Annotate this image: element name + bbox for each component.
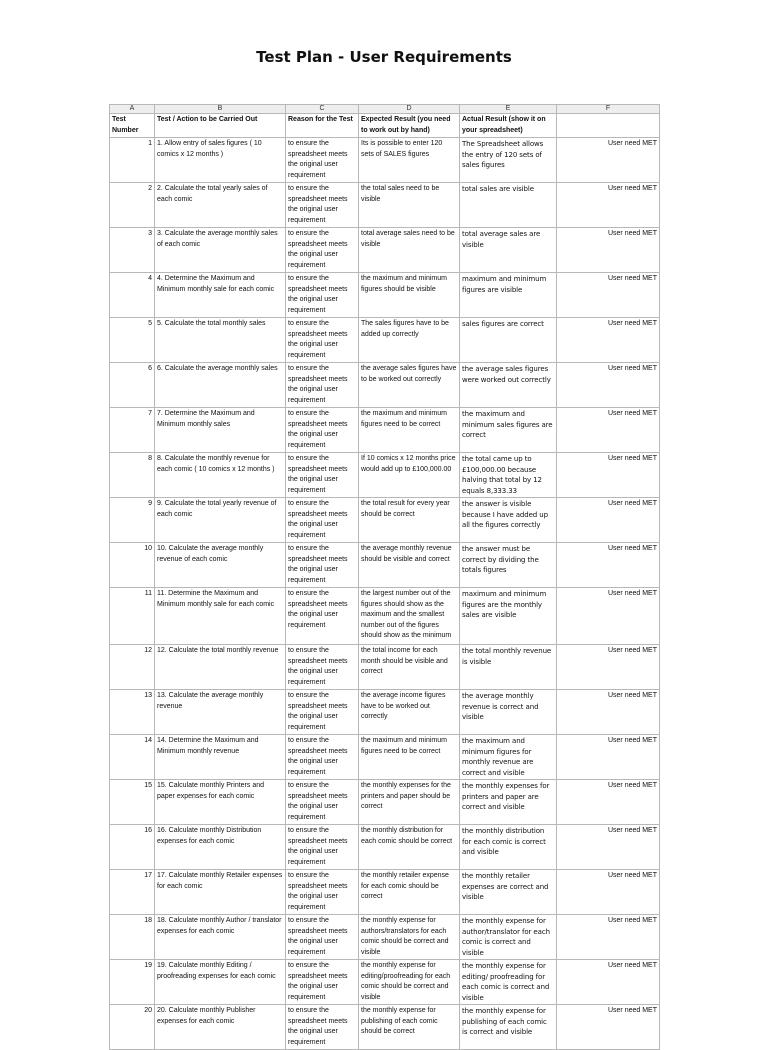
- test-number-cell: 17: [110, 870, 155, 915]
- header-actual: Actual Result (show it on your spreadsheet): [460, 114, 557, 138]
- status-cell: User need MET: [557, 408, 660, 453]
- actual-result-cell: the total came up to £100,000.00 because halving that total by 12 equals 8,333.33: [460, 453, 557, 498]
- status-cell: User need MET: [557, 318, 660, 363]
- table-row: [110, 870, 660, 915]
- actual-result-cell: the monthly retailer expenses are correct and visible: [460, 870, 557, 915]
- actual-result-cell: the total monthly revenue is visible: [460, 645, 557, 690]
- actual-result-cell: maximum and minimum figures are visible: [460, 273, 557, 318]
- table-row: [110, 498, 660, 543]
- test-number-cell: 8: [110, 453, 155, 498]
- column-letter: C: [286, 105, 359, 114]
- reason-cell: to ensure the spreadsheet meets the original user requirement: [286, 408, 359, 453]
- status-cell: User need MET: [557, 960, 660, 1005]
- header-expected: Expected Result (you need to work out by hand): [359, 114, 460, 138]
- reason-cell: to ensure the spreadsheet meets the original user requirement: [286, 780, 359, 825]
- reason-cell: to ensure the spreadsheet meets the original user requirement: [286, 228, 359, 273]
- status-cell: User need MET: [557, 825, 660, 870]
- table-row: [110, 690, 660, 735]
- table-row: [110, 825, 660, 870]
- table-row: [110, 915, 660, 960]
- test-number-cell: 15: [110, 780, 155, 825]
- expected-result-cell: the average sales figures have to be worked out correctly: [359, 363, 460, 408]
- action-cell: 14. Determine the Maximum and Minimum monthly revenue: [155, 735, 286, 780]
- reason-cell: to ensure the spreadsheet meets the original user requirement: [286, 1005, 359, 1050]
- test-number-cell: 7: [110, 408, 155, 453]
- action-cell: 15. Calculate monthly Printers and paper expenses for each comic: [155, 780, 286, 825]
- action-cell: 12. Calculate the total monthly revenue: [155, 645, 286, 690]
- table-row: [110, 318, 660, 363]
- action-cell: 7. Determine the Maximum and Minimum monthly sales: [155, 408, 286, 453]
- actual-result-cell: the monthly expense for editing/ proofreading for each comic is correct and visible: [460, 960, 557, 1005]
- action-cell: 9. Calculate the total yearly revenue of each comic: [155, 498, 286, 543]
- actual-result-cell: total sales are visible: [460, 183, 557, 228]
- reason-cell: to ensure the spreadsheet meets the original user requirement: [286, 138, 359, 183]
- test-number-cell: 19: [110, 960, 155, 1005]
- column-letter: F: [557, 105, 660, 114]
- action-cell: 13. Calculate the average monthly revenue: [155, 690, 286, 735]
- status-cell: User need MET: [557, 498, 660, 543]
- expected-result-cell: the monthly expense for authors/translators for each comic should be correct and visible: [359, 915, 460, 960]
- expected-result-cell: the monthly expense for editing/proofreading for each comic should be correct and visible: [359, 960, 460, 1005]
- reason-cell: to ensure the spreadsheet meets the original user requirement: [286, 363, 359, 408]
- status-cell: User need MET: [557, 645, 660, 690]
- reason-cell: to ensure the spreadsheet meets the original user requirement: [286, 690, 359, 735]
- column-letter: A: [110, 105, 155, 114]
- test-number-cell: 6: [110, 363, 155, 408]
- reason-cell: to ensure the spreadsheet meets the original user requirement: [286, 870, 359, 915]
- action-cell: 1. Allow entry of sales figures ( 10 comics x 12 months ): [155, 138, 286, 183]
- expected-result-cell: If 10 comics x 12 months price would add up to £100,000.00: [359, 453, 460, 498]
- actual-result-cell: the monthly expense for publishing of each comic is correct and visible: [460, 1005, 557, 1050]
- expected-result-cell: the monthly retailer expense for each comic should be correct: [359, 870, 460, 915]
- table-row: [110, 960, 660, 1005]
- expected-result-cell: the total result for every year should be correct: [359, 498, 460, 543]
- actual-result-cell: the average sales figures were worked out correctly: [460, 363, 557, 408]
- reason-cell: to ensure the spreadsheet meets the original user requirement: [286, 183, 359, 228]
- action-cell: 20. Calculate monthly Publisher expenses for each comic: [155, 1005, 286, 1050]
- test-number-cell: 20: [110, 1005, 155, 1050]
- expected-result-cell: Its is possible to enter 120 sets of SALES figures: [359, 138, 460, 183]
- status-cell: User need MET: [557, 363, 660, 408]
- table-row: [110, 408, 660, 453]
- reason-cell: to ensure the spreadsheet meets the original user requirement: [286, 588, 359, 645]
- header-reason: Reason for the Test: [286, 114, 359, 138]
- actual-result-cell: the monthly expense for author/translator for each comic is correct and visible: [460, 915, 557, 960]
- test-number-cell: 13: [110, 690, 155, 735]
- action-cell: 16. Calculate monthly Distribution expenses for each comic: [155, 825, 286, 870]
- expected-result-cell: the monthly distribution for each comic should be correct: [359, 825, 460, 870]
- actual-result-cell: sales figures are correct: [460, 318, 557, 363]
- expected-result-cell: the monthly expense for publishing of each comic should be correct: [359, 1005, 460, 1050]
- reason-cell: to ensure the spreadsheet meets the original user requirement: [286, 915, 359, 960]
- table-row: [110, 645, 660, 690]
- reason-cell: to ensure the spreadsheet meets the original user requirement: [286, 498, 359, 543]
- action-cell: 10. Calculate the average monthly revenue of each comic: [155, 543, 286, 588]
- actual-result-cell: the monthly distribution for each comic is correct and visible: [460, 825, 557, 870]
- reason-cell: to ensure the spreadsheet meets the original user requirement: [286, 735, 359, 780]
- header-status: [557, 114, 660, 138]
- reason-cell: to ensure the spreadsheet meets the original user requirement: [286, 318, 359, 363]
- test-number-cell: 10: [110, 543, 155, 588]
- expected-result-cell: the average monthly revenue should be visible and correct: [359, 543, 460, 588]
- table-row: [110, 228, 660, 273]
- column-letter-row: [110, 105, 660, 114]
- test-number-cell: 12: [110, 645, 155, 690]
- actual-result-cell: total average sales are visible: [460, 228, 557, 273]
- actual-result-cell: the maximum and minimum sales figures are correct: [460, 408, 557, 453]
- table-row: [110, 1005, 660, 1050]
- action-cell: 4. Determine the Maximum and Minimum monthly sale for each comic: [155, 273, 286, 318]
- status-cell: User need MET: [557, 138, 660, 183]
- expected-result-cell: the maximum and minimum figures should be visible: [359, 273, 460, 318]
- status-cell: User need MET: [557, 588, 660, 645]
- table-row: [110, 363, 660, 408]
- status-cell: User need MET: [557, 870, 660, 915]
- action-cell: 8. Calculate the monthly revenue for each comic ( 10 comics x 12 months ): [155, 453, 286, 498]
- test-number-cell: 9: [110, 498, 155, 543]
- table-row: [110, 273, 660, 318]
- actual-result-cell: the average monthly revenue is correct and visible: [460, 690, 557, 735]
- action-cell: 18. Calculate monthly Author / translator expenses for each comic: [155, 915, 286, 960]
- actual-result-cell: the monthly expenses for printers and paper are correct and visible: [460, 780, 557, 825]
- expected-result-cell: the monthly expenses for the printers and paper should be correct: [359, 780, 460, 825]
- action-cell: 19. Calculate monthly Editing / proofreading expenses for each comic: [155, 960, 286, 1005]
- expected-result-cell: the maximum and minimum figures need to be correct: [359, 408, 460, 453]
- test-number-cell: 14: [110, 735, 155, 780]
- column-letter: E: [460, 105, 557, 114]
- test-number-cell: 5: [110, 318, 155, 363]
- table-row: [110, 780, 660, 825]
- test-plan-table: [109, 104, 660, 1050]
- actual-result-cell: the answer must be correct by dividing the totals figures: [460, 543, 557, 588]
- action-cell: 11. Determine the Maximum and Minimum monthly sale for each comic: [155, 588, 286, 645]
- table-row: [110, 735, 660, 780]
- status-cell: User need MET: [557, 780, 660, 825]
- reason-cell: to ensure the spreadsheet meets the original user requirement: [286, 543, 359, 588]
- table-row: [110, 183, 660, 228]
- expected-result-cell: total average sales need to be visible: [359, 228, 460, 273]
- status-cell: User need MET: [557, 915, 660, 960]
- status-cell: User need MET: [557, 228, 660, 273]
- status-cell: User need MET: [557, 690, 660, 735]
- actual-result-cell: The Spreadsheet allows the entry of 120 sets of sales figures: [460, 138, 557, 183]
- status-cell: User need MET: [557, 1005, 660, 1050]
- expected-result-cell: the total income for each month should be visible and correct: [359, 645, 460, 690]
- column-letter: B: [155, 105, 286, 114]
- status-cell: User need MET: [557, 183, 660, 228]
- page-title: Test Plan - User Requirements: [256, 48, 512, 66]
- status-cell: User need MET: [557, 453, 660, 498]
- test-number-cell: 3: [110, 228, 155, 273]
- expected-result-cell: the largest number out of the figures should show as the maximum and the smallest number out of the figures should show as the minimum: [359, 588, 460, 645]
- test-number-cell: 11: [110, 588, 155, 645]
- test-number-cell: 2: [110, 183, 155, 228]
- reason-cell: to ensure the spreadsheet meets the original user requirement: [286, 960, 359, 1005]
- expected-result-cell: the total sales need to be visible: [359, 183, 460, 228]
- action-cell: 5. Calculate the total monthly sales: [155, 318, 286, 363]
- status-cell: User need MET: [557, 735, 660, 780]
- actual-result-cell: maximum and minimum figures are the monthly sales are visible: [460, 588, 557, 645]
- expected-result-cell: The sales figures have to be added up correctly: [359, 318, 460, 363]
- reason-cell: to ensure the spreadsheet meets the original user requirement: [286, 645, 359, 690]
- table-row: [110, 138, 660, 183]
- table-row: [110, 543, 660, 588]
- header-action: Test / Action to be Carried Out: [155, 114, 286, 138]
- header-row: [110, 114, 660, 138]
- table-row: [110, 453, 660, 498]
- header-test-number: Test Number: [110, 114, 155, 138]
- reason-cell: to ensure the spreadsheet meets the original user requirement: [286, 273, 359, 318]
- expected-result-cell: the maximum and minimum figures need to be correct: [359, 735, 460, 780]
- actual-result-cell: the answer is visible because I have added up all the figures correctly: [460, 498, 557, 543]
- test-number-cell: 4: [110, 273, 155, 318]
- status-cell: User need MET: [557, 273, 660, 318]
- expected-result-cell: the average income figures have to be worked out correctly: [359, 690, 460, 735]
- action-cell: 17. Calculate monthly Retailer expenses for each comic: [155, 870, 286, 915]
- action-cell: 6. Calculate the average monthly sales: [155, 363, 286, 408]
- status-cell: User need MET: [557, 543, 660, 588]
- column-letter: D: [359, 105, 460, 114]
- table-row: [110, 588, 660, 645]
- action-cell: 2. Calculate the total yearly sales of each comic: [155, 183, 286, 228]
- reason-cell: to ensure the spreadsheet meets the original user requirement: [286, 825, 359, 870]
- reason-cell: to ensure the spreadsheet meets the original user requirement: [286, 453, 359, 498]
- action-cell: 3. Calculate the average monthly sales of each comic: [155, 228, 286, 273]
- actual-result-cell: the maximum and minimum figures for monthly revenue are correct and visible: [460, 735, 557, 780]
- test-number-cell: 18: [110, 915, 155, 960]
- test-number-cell: 16: [110, 825, 155, 870]
- table-body: [110, 105, 660, 1050]
- test-number-cell: 1: [110, 138, 155, 183]
